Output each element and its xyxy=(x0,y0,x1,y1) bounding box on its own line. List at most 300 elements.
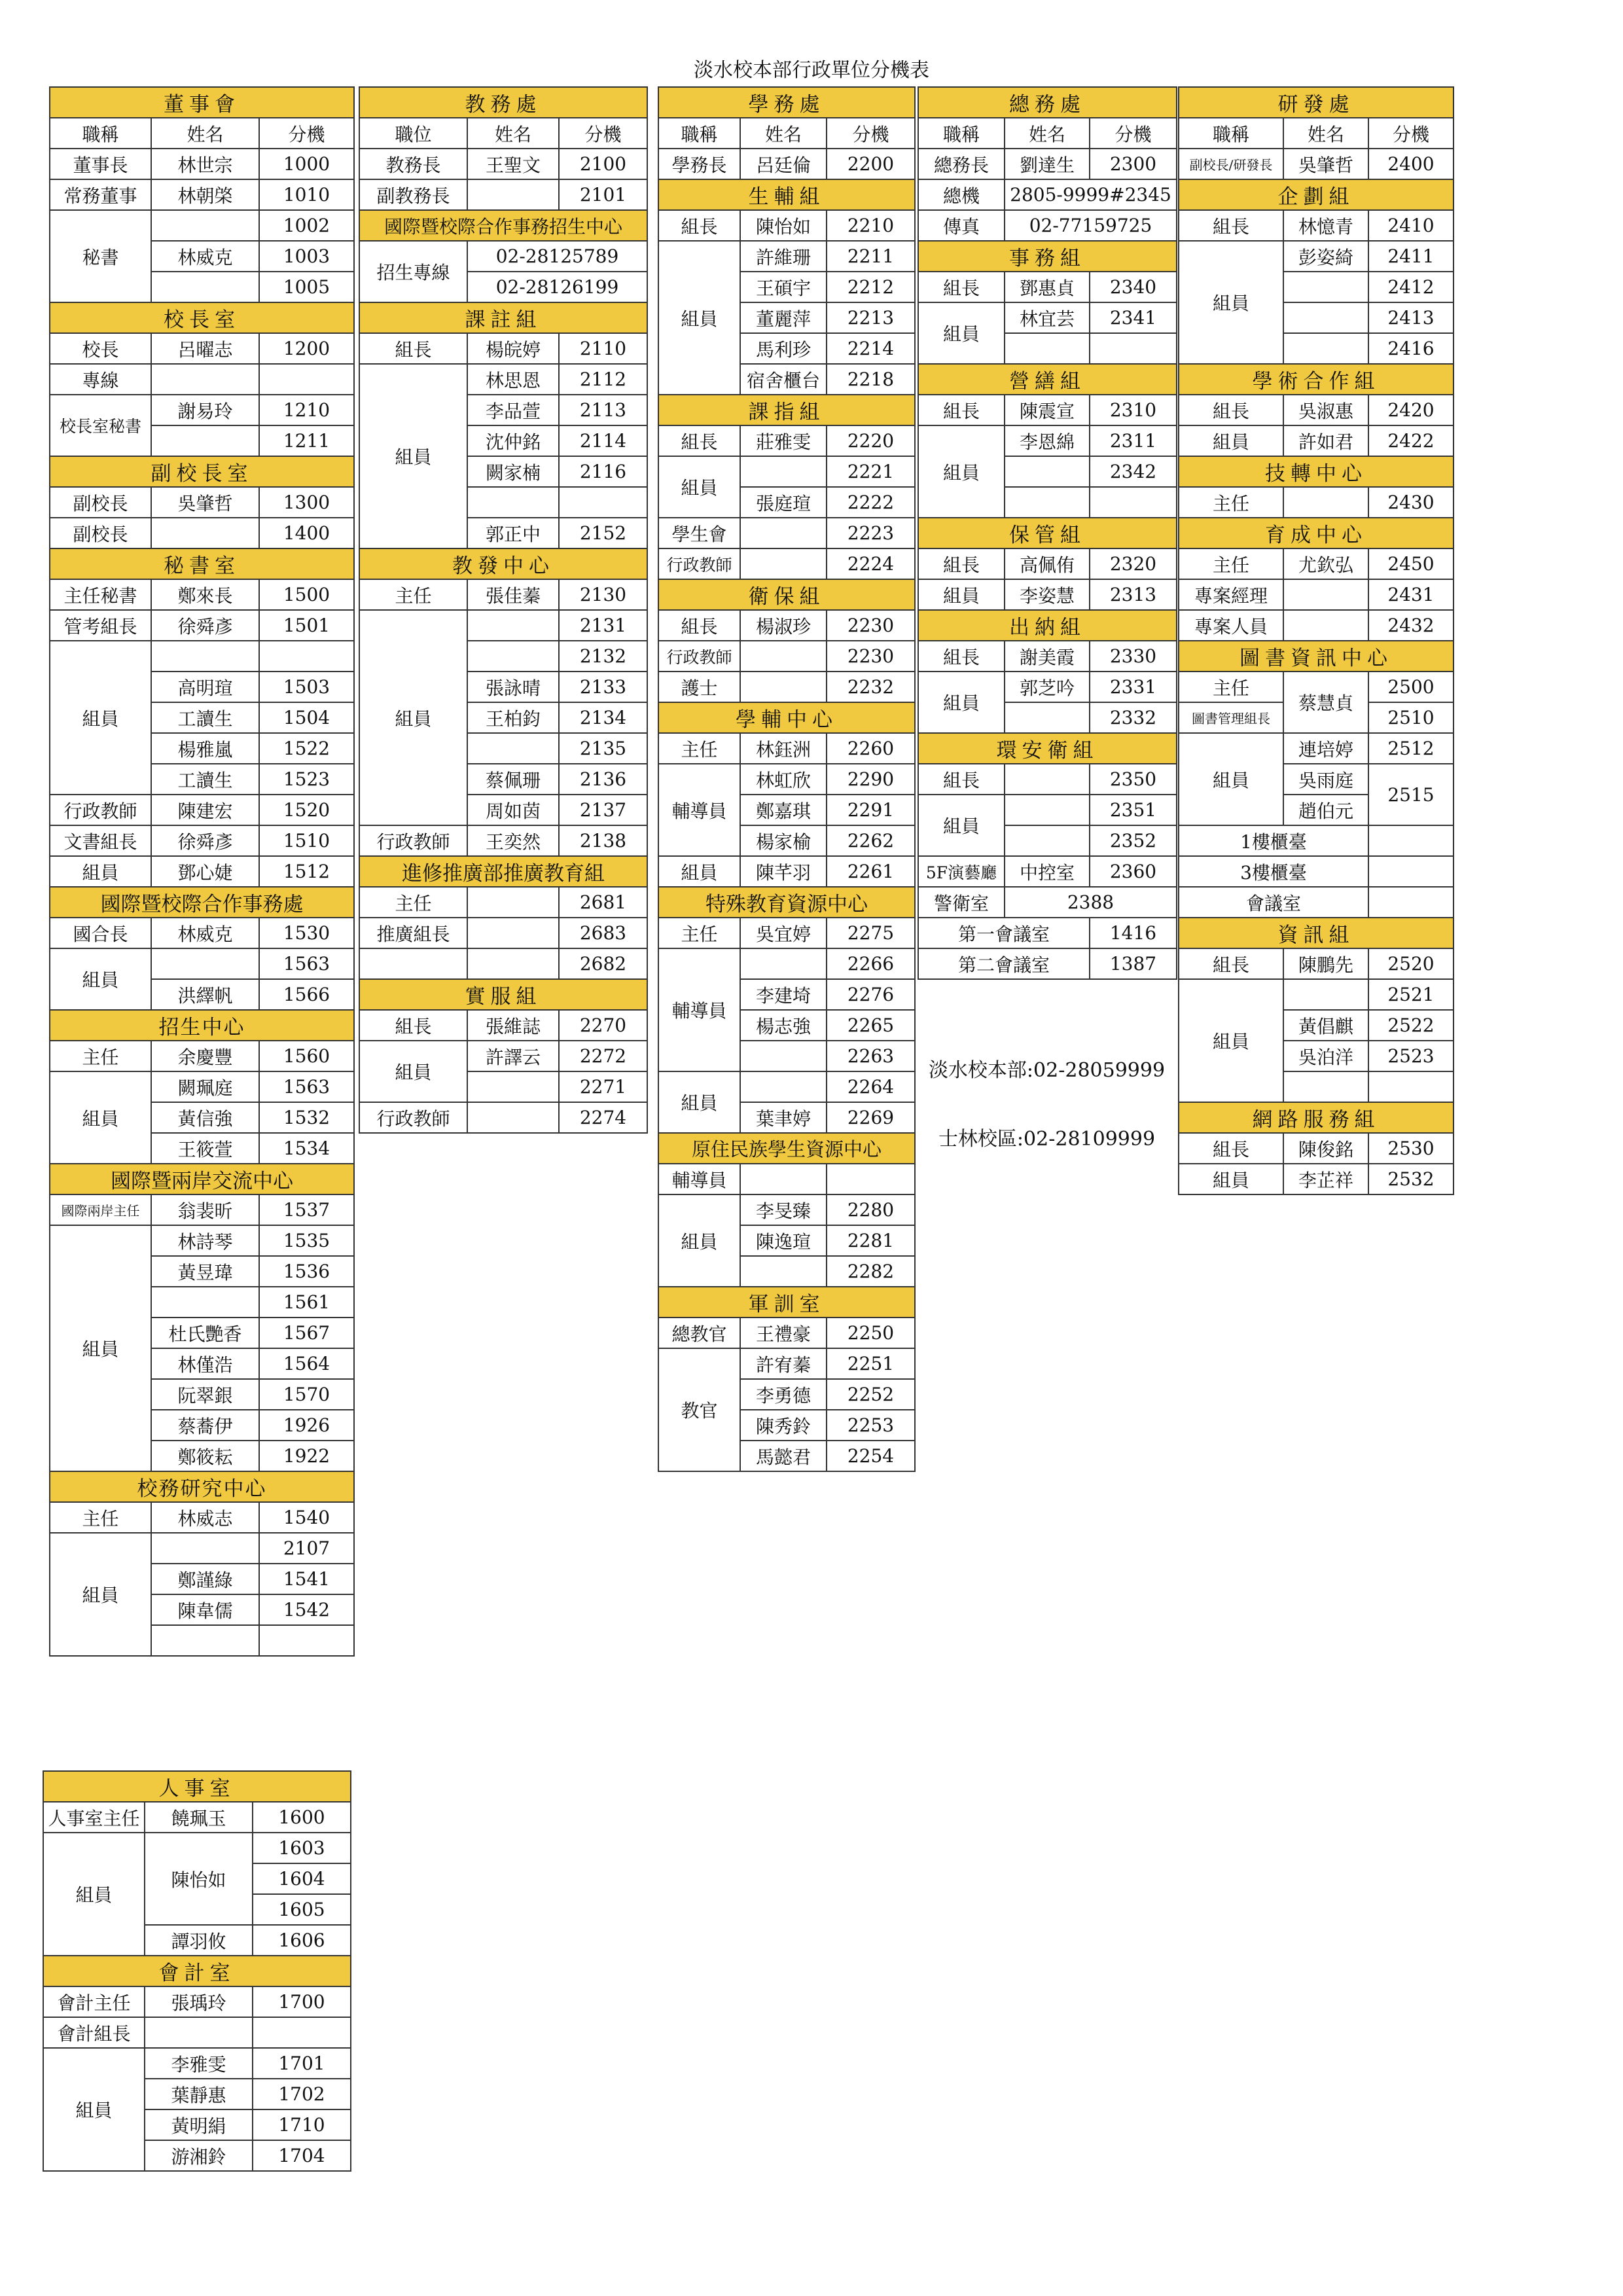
cell xyxy=(1005,456,1090,487)
cell xyxy=(467,179,559,210)
section-header: 圖書資訊中心 xyxy=(1179,641,1454,672)
cell: 尤欽弘 xyxy=(1283,548,1368,579)
col-header: 職稱 xyxy=(50,118,151,149)
cell: 組員 xyxy=(1179,979,1283,1102)
cell: 組員 xyxy=(918,795,1005,856)
cell: 1504 xyxy=(259,702,354,733)
cell xyxy=(1005,825,1090,856)
cell: 2130 xyxy=(559,579,647,610)
cell: 蔡佩珊 xyxy=(467,764,559,795)
cell xyxy=(740,456,827,487)
cell: 鄭謹綠 xyxy=(151,1564,259,1594)
cell xyxy=(1090,487,1177,518)
cell: 林朝棨 xyxy=(151,179,259,210)
cell: 2253 xyxy=(827,1410,915,1441)
section-header: 學務處 xyxy=(658,87,915,118)
cell: 宿舍櫃台 xyxy=(740,364,827,395)
cell: 校長 xyxy=(50,333,151,364)
cell: 1210 xyxy=(259,395,354,425)
cell: 2274 xyxy=(559,1102,647,1133)
cell: 1501 xyxy=(259,610,354,641)
section-header: 育成中心 xyxy=(1179,518,1454,548)
cell: 主任 xyxy=(1179,672,1283,702)
cell: 第二會議室 xyxy=(918,948,1090,979)
cell: 組長 xyxy=(918,395,1005,425)
cell: 陳俊銘 xyxy=(1283,1133,1368,1164)
cell: 1605 xyxy=(253,1894,351,1925)
section-header: 人事室 xyxy=(43,1771,351,1802)
section-header: 會計室 xyxy=(43,1956,351,1986)
cell: 總機 xyxy=(918,179,1005,210)
cell: 張庭瑄 xyxy=(740,487,827,518)
cell: 1702 xyxy=(253,2079,351,2109)
cell: 2310 xyxy=(1090,395,1177,425)
cell: 主任 xyxy=(1179,548,1283,579)
cell: 學務長 xyxy=(658,149,740,179)
cell: 副校長 xyxy=(50,518,151,548)
cell: 1534 xyxy=(259,1133,354,1164)
cell xyxy=(151,948,259,979)
cell: 2266 xyxy=(827,948,915,979)
cell: 2224 xyxy=(827,548,915,579)
cell: 2320 xyxy=(1090,548,1177,579)
cell: 1523 xyxy=(259,764,354,795)
cell: 葉靜惠 xyxy=(145,2079,253,2109)
cell: 2272 xyxy=(559,1041,647,1071)
cell xyxy=(1283,272,1368,302)
table-row xyxy=(50,149,354,179)
cell: 2114 xyxy=(559,425,647,456)
section-header: 董事會 xyxy=(50,87,354,118)
cell: 呂廷倫 xyxy=(740,149,827,179)
section-header: 環安衛組 xyxy=(918,733,1177,764)
cell: 組員 xyxy=(43,1833,145,1956)
cell: 組員 xyxy=(359,1041,467,1102)
cell xyxy=(1368,887,1454,918)
cell: 2232 xyxy=(827,672,915,702)
cell: 組長 xyxy=(1179,1133,1283,1164)
cell: 鄧心婕 xyxy=(151,856,259,887)
cell: 主任 xyxy=(1179,487,1283,518)
cell: 2264 xyxy=(827,1071,915,1102)
cell: 國合長 xyxy=(50,918,151,948)
cell: 莊雅雯 xyxy=(740,425,827,456)
cell: 2261 xyxy=(827,856,915,887)
cell: 2420 xyxy=(1368,395,1454,425)
cell: 主任 xyxy=(359,579,467,610)
shilin-campus-phone: 士林校區:02-28109999 xyxy=(938,1128,1156,1151)
col-header: 分機 xyxy=(1368,118,1454,149)
cell: 2432 xyxy=(1368,610,1454,641)
cell: 2282 xyxy=(827,1256,915,1287)
section-header: 課指組 xyxy=(658,395,915,425)
general-affairs-table xyxy=(918,86,1177,980)
cell: 2342 xyxy=(1090,456,1177,487)
cell: 圖書管理組長 xyxy=(1179,702,1283,733)
cell xyxy=(1283,979,1368,1010)
cell: 工讀生 xyxy=(151,702,259,733)
cell: 02-77159725 xyxy=(1005,210,1177,241)
cell: 陳逸瑄 xyxy=(740,1225,827,1256)
cell: 2210 xyxy=(827,210,915,241)
cell xyxy=(1283,579,1368,610)
cell xyxy=(740,518,827,548)
cell: 3樓櫃臺 xyxy=(1179,856,1368,887)
cell: 1535 xyxy=(259,1225,354,1256)
cell: 黃昱瑋 xyxy=(151,1256,259,1287)
cell xyxy=(1283,333,1368,364)
cell: 組長 xyxy=(918,764,1005,795)
cell: 許維珊 xyxy=(740,241,827,272)
cell: 鄭嘉琪 xyxy=(740,795,827,825)
cell: 2211 xyxy=(827,241,915,272)
cell: 組長 xyxy=(918,548,1005,579)
cell xyxy=(740,1041,827,1071)
cell: 1710 xyxy=(253,2109,351,2140)
cell: 1700 xyxy=(253,1986,351,2017)
cell: 郭芝吟 xyxy=(1005,672,1090,702)
cell: 王奕然 xyxy=(467,825,559,856)
cell: 組員 xyxy=(658,856,740,887)
col-header: 分機 xyxy=(259,118,354,149)
cell: 2230 xyxy=(827,610,915,641)
cell: 1010 xyxy=(259,179,354,210)
cell: 2332 xyxy=(1090,702,1177,733)
section-header: 總務處 xyxy=(918,87,1177,118)
cell: 招生專線 xyxy=(359,241,467,302)
col-header: 職稱 xyxy=(918,118,1005,149)
cell: 林憶青 xyxy=(1283,210,1368,241)
cell: 2200 xyxy=(827,149,915,179)
cell: 陳怡如 xyxy=(740,210,827,241)
section-header: 資訊組 xyxy=(1179,918,1454,948)
cell: 2311 xyxy=(1090,425,1177,456)
cell: 1002 xyxy=(259,210,354,241)
cell: 翁裴昕 xyxy=(151,1194,259,1225)
cell: 2500 xyxy=(1368,672,1454,702)
col-header: 職位 xyxy=(359,118,467,149)
section-header: 學輔中心 xyxy=(658,702,915,733)
cell: 副校長/研發長 xyxy=(1179,149,1283,179)
cell: 2510 xyxy=(1368,702,1454,733)
section-header: 特殊教育資源中心 xyxy=(658,887,915,918)
cell: 2260 xyxy=(827,733,915,764)
cell: 2101 xyxy=(559,179,647,210)
cell: 董事長 xyxy=(50,149,151,179)
section-header: 秘書室 xyxy=(50,548,354,579)
cell: 1200 xyxy=(259,333,354,364)
cell: 組員 xyxy=(918,425,1005,518)
cell: 2281 xyxy=(827,1225,915,1256)
cell xyxy=(740,641,827,672)
cell: 行政教師 xyxy=(359,1102,467,1133)
cell: 2422 xyxy=(1368,425,1454,456)
cell: 2113 xyxy=(559,395,647,425)
cell: 林思恩 xyxy=(467,364,559,395)
cell: 吳宜婷 xyxy=(740,918,827,948)
cell: 2340 xyxy=(1090,272,1177,302)
cell: 馬懿君 xyxy=(740,1441,827,1471)
cell: 2520 xyxy=(1368,948,1454,979)
cell: 02-28126199 xyxy=(467,272,647,302)
cell: 國際兩岸主任 xyxy=(50,1194,151,1225)
cell: 2152 xyxy=(559,518,647,548)
cell: 2230 xyxy=(827,641,915,672)
cell: 1704 xyxy=(253,2140,351,2171)
col-header: 姓名 xyxy=(740,118,827,149)
cell: 2275 xyxy=(827,918,915,948)
cell: 2291 xyxy=(827,795,915,825)
cell: 2138 xyxy=(559,825,647,856)
cell: 2352 xyxy=(1090,825,1177,856)
cell: 2411 xyxy=(1368,241,1454,272)
section-header: 研發處 xyxy=(1179,87,1454,118)
section-header: 事務組 xyxy=(918,241,1177,272)
cell: 主任 xyxy=(658,918,740,948)
cell: 組員 xyxy=(1179,425,1283,456)
cell xyxy=(1005,487,1090,518)
cell: 1542 xyxy=(259,1594,354,1625)
cell: 楊淑珍 xyxy=(740,610,827,641)
col-header: 姓名 xyxy=(151,118,259,149)
cell xyxy=(1283,610,1368,641)
cell: 徐舜彥 xyxy=(151,610,259,641)
cell: 組員 xyxy=(50,1225,151,1471)
cell: 2254 xyxy=(827,1441,915,1471)
cell xyxy=(151,1287,259,1318)
cell: 組員 xyxy=(50,641,151,795)
cell xyxy=(559,487,647,518)
cell: 2330 xyxy=(1090,641,1177,672)
cell: 專線 xyxy=(50,364,151,395)
cell: 人事室主任 xyxy=(43,1802,145,1833)
cell xyxy=(145,2017,253,2048)
board-table xyxy=(49,86,355,1657)
cell: 2270 xyxy=(559,1010,647,1041)
cell: 2222 xyxy=(827,487,915,518)
cell: 1503 xyxy=(259,672,354,702)
cell: 1530 xyxy=(259,918,354,948)
cell: 專案經理 xyxy=(1179,579,1283,610)
cell xyxy=(1368,1071,1454,1102)
cell: 林僅浩 xyxy=(151,1348,259,1379)
section-header: 招生中心 xyxy=(50,1010,354,1041)
cell: 組長 xyxy=(1179,395,1283,425)
cell: 2450 xyxy=(1368,548,1454,579)
cell: 組員 xyxy=(918,579,1005,610)
section-header: 企劃組 xyxy=(1179,179,1454,210)
cell: 王柏鈞 xyxy=(467,702,559,733)
cell: 1300 xyxy=(259,487,354,518)
cell: 2431 xyxy=(1368,579,1454,610)
cell xyxy=(151,1625,259,1656)
section-header: 出納組 xyxy=(918,610,1177,641)
cell: 1512 xyxy=(259,856,354,887)
cell: 葉聿婷 xyxy=(740,1102,827,1133)
cell: 吳淑惠 xyxy=(1283,395,1368,425)
cell: 2213 xyxy=(827,302,915,333)
cell: 2341 xyxy=(1090,302,1177,333)
cell: 組員 xyxy=(1179,1164,1283,1194)
cell: 行政教師 xyxy=(50,795,151,825)
section-header: 國際暨兩岸交流中心 xyxy=(50,1164,354,1194)
cell: 李恩綿 xyxy=(1005,425,1090,456)
cell: 1564 xyxy=(259,1348,354,1379)
cell xyxy=(1283,487,1368,518)
cell: 李姿慧 xyxy=(1005,579,1090,610)
section-header: 營繕組 xyxy=(918,364,1177,395)
cell xyxy=(259,641,354,672)
cell: 護士 xyxy=(658,672,740,702)
cell: 闕家楠 xyxy=(467,456,559,487)
cell: 林世宗 xyxy=(151,149,259,179)
cell: 許如君 xyxy=(1283,425,1368,456)
cell: 文書組長 xyxy=(50,825,151,856)
cell xyxy=(467,641,559,672)
main-campus-phone: 淡水校本部:02-28059999 xyxy=(928,1059,1166,1082)
col-header: 職稱 xyxy=(658,118,740,149)
col-header: 職稱 xyxy=(1179,118,1283,149)
cell: 許宥蓁 xyxy=(740,1348,827,1379)
cell: 2521 xyxy=(1368,979,1454,1010)
cell: 林威克 xyxy=(151,241,259,272)
cell xyxy=(151,1533,259,1564)
cell: 林虹欣 xyxy=(740,764,827,795)
cell: 呂曜志 xyxy=(151,333,259,364)
cell: 2350 xyxy=(1090,764,1177,795)
cell: 組員 xyxy=(50,856,151,887)
cell xyxy=(740,1164,827,1194)
cell: 陳芊羽 xyxy=(740,856,827,887)
cell: 組員 xyxy=(50,1533,151,1656)
section-header: 教發中心 xyxy=(359,548,647,579)
cell: 組員 xyxy=(1179,733,1283,825)
cell: 1000 xyxy=(259,149,354,179)
cell: 林威克 xyxy=(151,918,259,948)
cell: 蔡蕎伊 xyxy=(151,1410,259,1441)
cell: 行政教師 xyxy=(658,548,740,579)
cell: 2262 xyxy=(827,825,915,856)
cell: 2112 xyxy=(559,364,647,395)
cell: 行政教師 xyxy=(359,825,467,856)
cell: 總務長 xyxy=(918,149,1005,179)
cell: 黃倡麒 xyxy=(1283,1010,1368,1041)
cell: 周如茵 xyxy=(467,795,559,825)
cell xyxy=(1368,856,1454,887)
cell: 專案人員 xyxy=(1179,610,1283,641)
cell: 組員 xyxy=(359,610,467,825)
cell xyxy=(467,733,559,764)
cell xyxy=(151,210,259,241)
cell: 張佳蓁 xyxy=(467,579,559,610)
cell: 2269 xyxy=(827,1102,915,1133)
cell: 鄭來長 xyxy=(151,579,259,610)
personnel-table xyxy=(43,1770,351,2172)
academic-table xyxy=(359,86,648,1134)
cell: 工讀生 xyxy=(151,764,259,795)
cell: 林詩琴 xyxy=(151,1225,259,1256)
section-header: 國際暨校際合作事務處 xyxy=(50,887,354,918)
cell: 闕珮庭 xyxy=(151,1071,259,1102)
cell: 趙伯元 xyxy=(1283,795,1368,825)
cell: 1537 xyxy=(259,1194,354,1225)
cell: 組員 xyxy=(1179,241,1283,364)
cell: 副教務長 xyxy=(359,179,467,210)
cell xyxy=(467,610,559,641)
cell: 鄭筱耘 xyxy=(151,1441,259,1471)
cell: 2221 xyxy=(827,456,915,487)
cell: 林宜芸 xyxy=(1005,302,1090,333)
cell: 1541 xyxy=(259,1564,354,1594)
cell: 1400 xyxy=(259,518,354,548)
table-row xyxy=(50,179,354,210)
col-header: 姓名 xyxy=(1005,118,1090,149)
cell: 1603 xyxy=(253,1833,351,1863)
cell: 2218 xyxy=(827,364,915,395)
page-title: 淡水校本部行政單位分機表 xyxy=(694,59,929,82)
cell: 高佩侑 xyxy=(1005,548,1090,579)
cell: 楊雅嵐 xyxy=(151,733,259,764)
cell: 1211 xyxy=(259,425,354,456)
cell xyxy=(740,1256,827,1287)
cell: 陳建宏 xyxy=(151,795,259,825)
cell: 2212 xyxy=(827,272,915,302)
cell xyxy=(1283,1071,1368,1102)
cell xyxy=(740,1071,827,1102)
cell: 1520 xyxy=(259,795,354,825)
student-affairs-table xyxy=(658,86,916,1472)
cell: 吳泊洋 xyxy=(1283,1041,1368,1071)
cell: 傳真 xyxy=(918,210,1005,241)
cell: 組長 xyxy=(1179,210,1283,241)
cell xyxy=(1005,764,1090,795)
section-header: 副校長室 xyxy=(50,456,354,487)
section-header: 原住民族學生資源中心 xyxy=(658,1133,915,1164)
cell: 2300 xyxy=(1090,149,1177,179)
cell xyxy=(151,425,259,456)
cell: 王筱萱 xyxy=(151,1133,259,1164)
cell: 杜氏艷香 xyxy=(151,1318,259,1348)
cell: 鄧惠貞 xyxy=(1005,272,1090,302)
cell: 2271 xyxy=(559,1071,647,1102)
cell: 謝易玲 xyxy=(151,395,259,425)
cell: 2388 xyxy=(1005,887,1177,918)
cell: 2682 xyxy=(559,948,647,979)
cell: 2134 xyxy=(559,702,647,733)
cell: 郭正中 xyxy=(467,518,559,548)
cell: 組員 xyxy=(658,1071,740,1133)
section-header: 實服組 xyxy=(359,979,647,1010)
cell: 黃信強 xyxy=(151,1102,259,1133)
cell: 董麗萍 xyxy=(740,302,827,333)
cell: 1522 xyxy=(259,733,354,764)
cell: 1003 xyxy=(259,241,354,272)
cell xyxy=(740,948,827,979)
cell: 徐舜彥 xyxy=(151,825,259,856)
cell xyxy=(1005,333,1090,364)
section-header: 軍訓室 xyxy=(658,1287,915,1318)
cell: 1604 xyxy=(253,1863,351,1894)
cell: 1926 xyxy=(259,1410,354,1441)
cell: 林鈺洲 xyxy=(740,733,827,764)
section-header: 國際暨校際合作事務招生中心 xyxy=(359,210,647,241)
cell: 主任 xyxy=(50,1041,151,1071)
cell: 2512 xyxy=(1368,733,1454,764)
cell: 連培婷 xyxy=(1283,733,1368,764)
cell: 1561 xyxy=(259,1287,354,1318)
cell: 輔導員 xyxy=(658,764,740,856)
cell: 2410 xyxy=(1368,210,1454,241)
